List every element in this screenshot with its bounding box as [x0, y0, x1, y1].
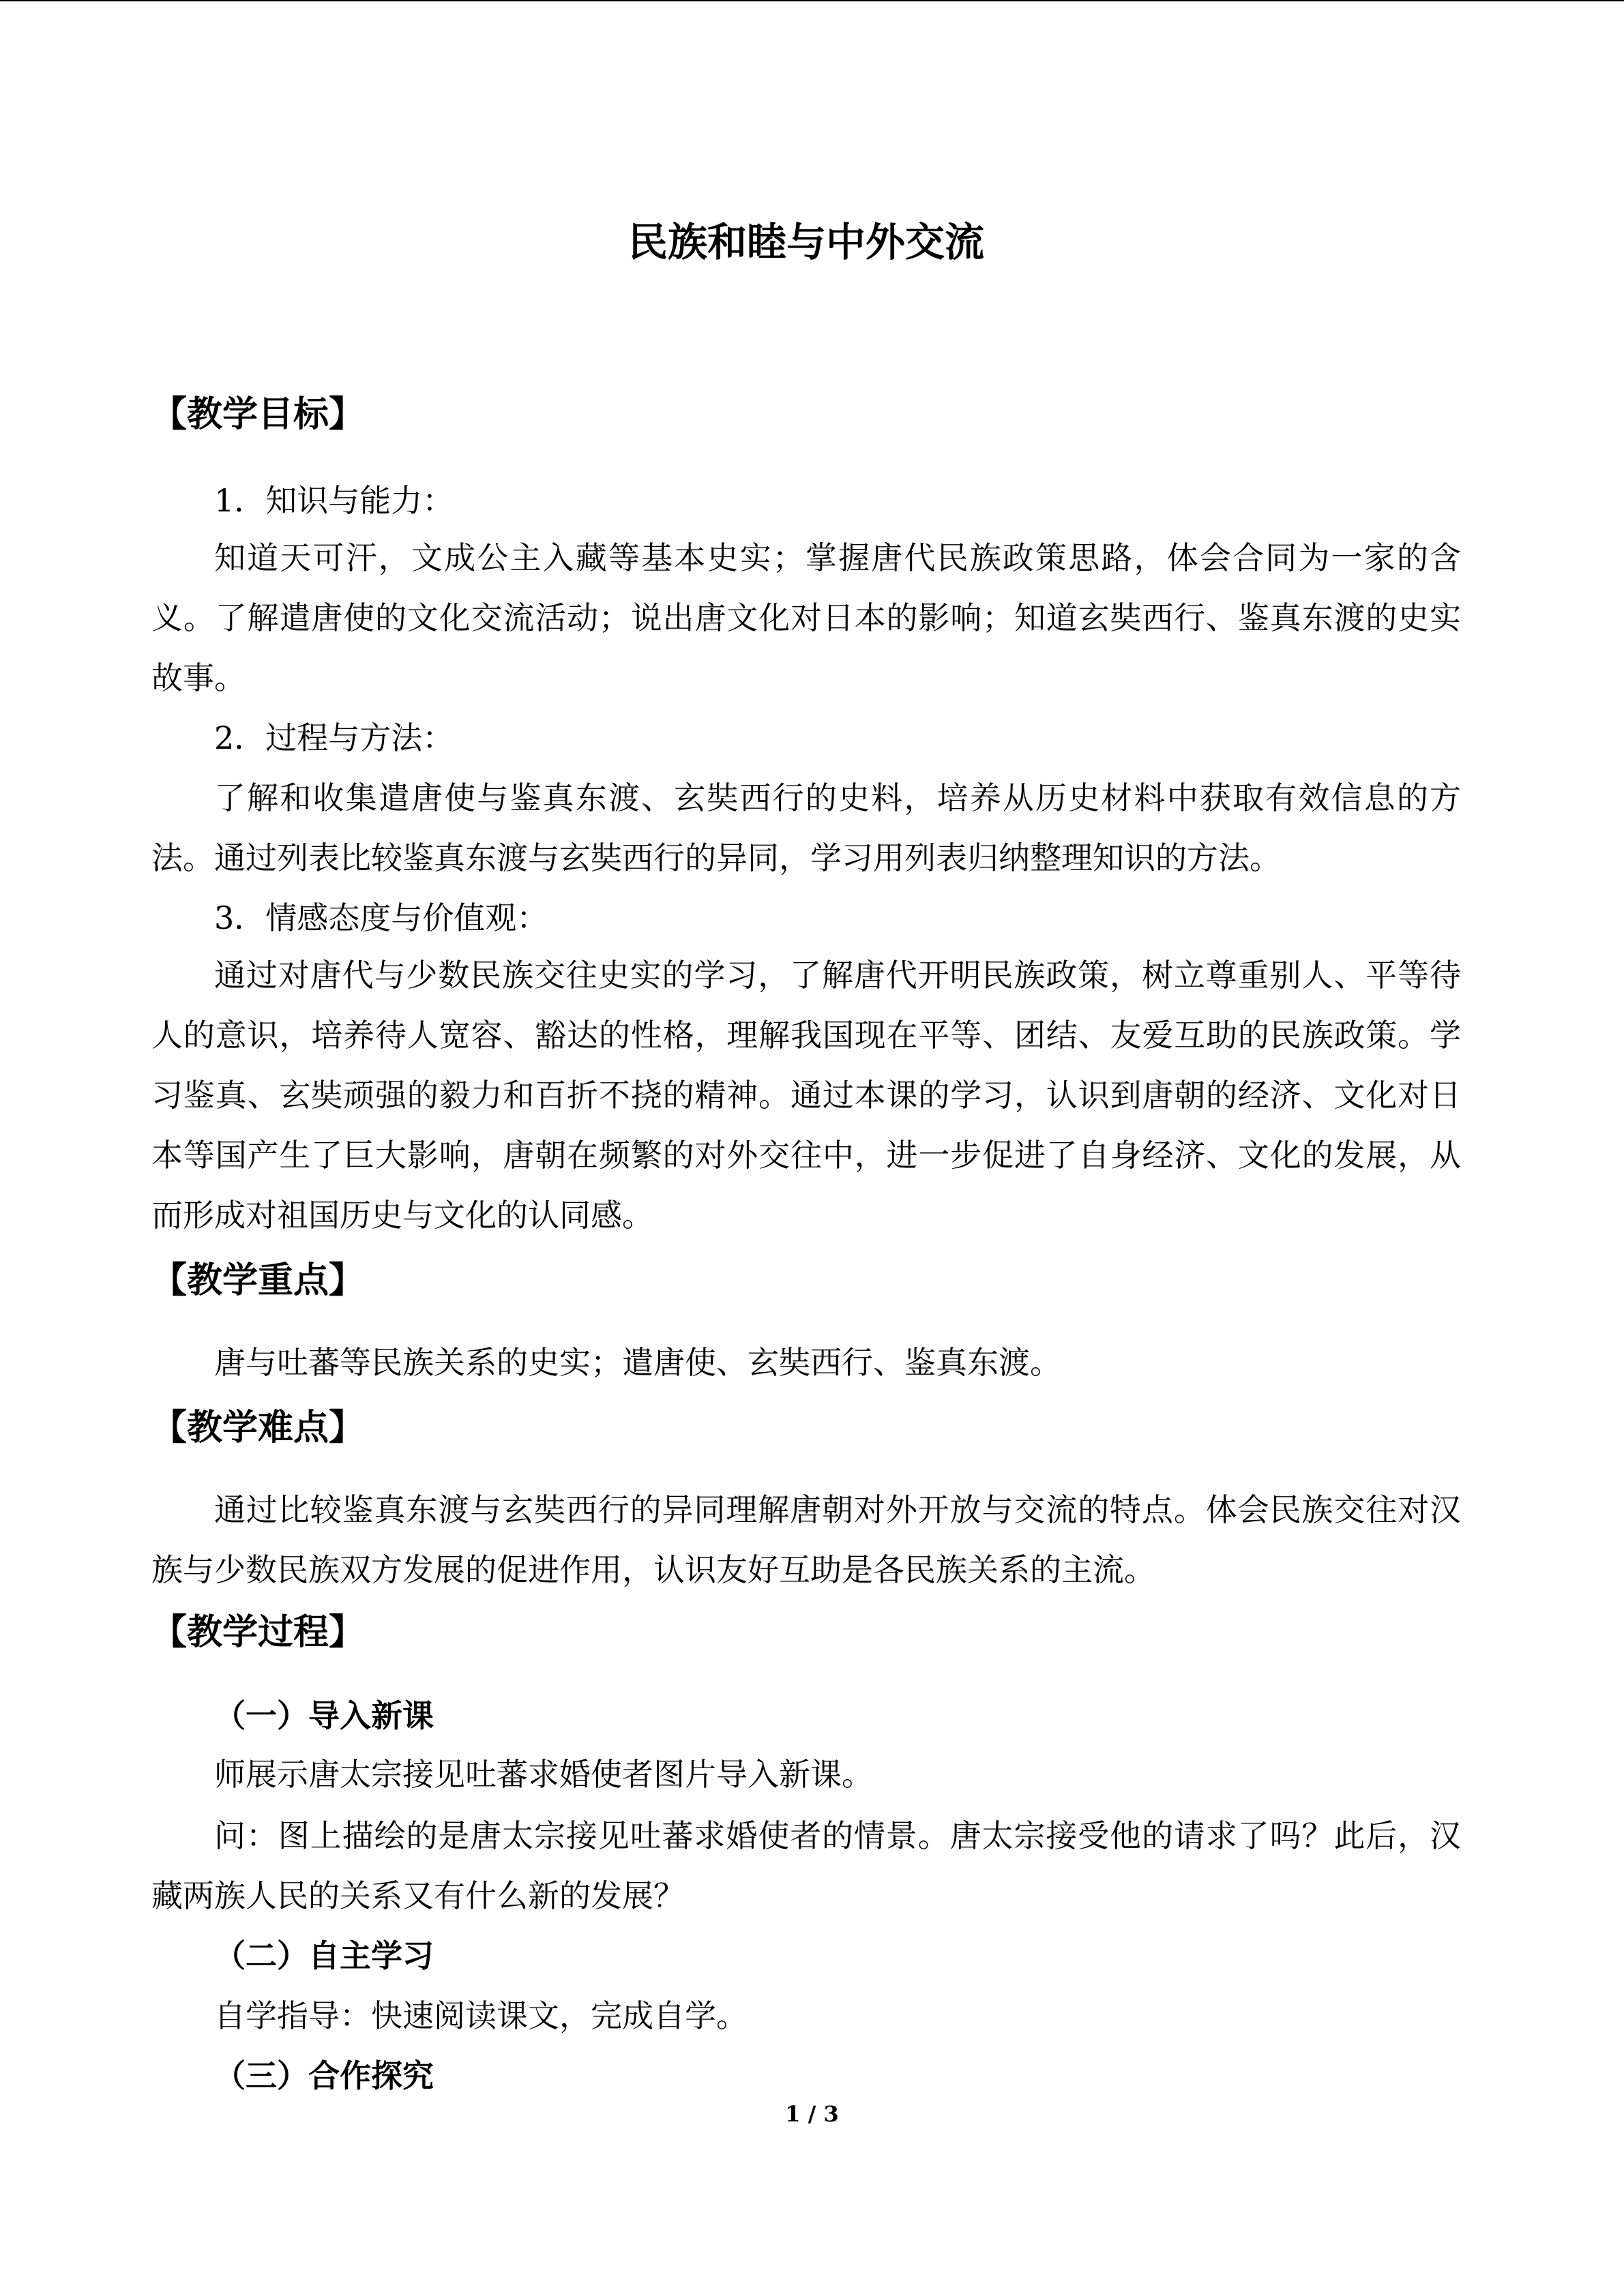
section-heading-objectives: 【教学目标】 — [151, 393, 365, 435]
objective-item-2-text: 了解和收集遣唐使与鉴真东渡、玄奘西行的史料，培养从历史材料中获取有效信息的方法。通过列表比较鉴真东渡与玄奘西行的异同，学习用列表归纳整理知识的方法。 — [151, 779, 1461, 876]
difficulties-text: 通过比较鉴真东渡与玄奘西行的异同理解唐朝对外开放与交流的特点。体会民族交往对汉族与少数民族双方发展的促进作用，认识友好互助是各民族关系的主流。 — [151, 1491, 1461, 1588]
process-step-1-text-2: 问：图上描绘的是唐太宗接见吐蕃求婚使者的情景。唐太宗接受他的请求了吗？此后，汉藏两族人民的关系又有什么新的发展？ — [151, 1817, 1461, 1914]
section-heading-key-points: 【教学重点】 — [151, 1259, 365, 1301]
objective-item-2-title: 2．过程与方法： — [214, 719, 454, 756]
process-step-3-title: （三）合作探究 — [214, 2057, 434, 2094]
process-step-1-text-1: 师展示唐太宗接见吐蕃求婚使者图片导入新课。 — [214, 1756, 873, 1793]
process-step-2-text: 自学指导：快速阅读课文，完成自学。 — [214, 1997, 748, 2034]
page-number: 1 / 3 — [785, 2101, 839, 2127]
process-step-1-title: （一）导入新课 — [214, 1697, 434, 1734]
key-points-text: 唐与吐蕃等民族关系的史实；遣唐使、玄奘西行、鉴真东渡。 — [214, 1344, 1061, 1381]
section-heading-difficulties: 【教学难点】 — [151, 1407, 365, 1448]
page-title: 民族和睦与中外交流 — [628, 219, 984, 265]
objective-item-3-title: 3．情感态度与价值观： — [214, 899, 548, 936]
objective-item-3-text: 通过对唐代与少数民族交往史实的学习，了解唐代开明民族政策，树立尊重别人、平等待人的意识，培养待人宽容、豁达的性格，理解我国现在平等、团结、友爱互助的民族政策。学习鉴真、玄奘顽强的毅力和百折不挠的精神。通过本课的学习，认识到唐朝的经济、文化对日本等国产生了巨大影响，唐朝在频繁的对外交往中，进一步促进了自身经济、文化的发展，从而形成对祖国历史与文化的认同感。 — [151, 957, 1461, 1234]
section-heading-process: 【教学过程】 — [151, 1611, 365, 1653]
process-step-2-title: （二）自主学习 — [214, 1937, 434, 1974]
objective-item-1-title: 1．知识与能力： — [214, 482, 454, 519]
objective-item-1-text: 知道天可汗，文成公主入藏等基本史实；掌握唐代民族政策思路，体会合同为一家的含义。了解遣唐使的文化交流活动；说出唐文化对日本的影响；知道玄奘西行、鉴真东渡的史实故事。 — [151, 539, 1461, 696]
